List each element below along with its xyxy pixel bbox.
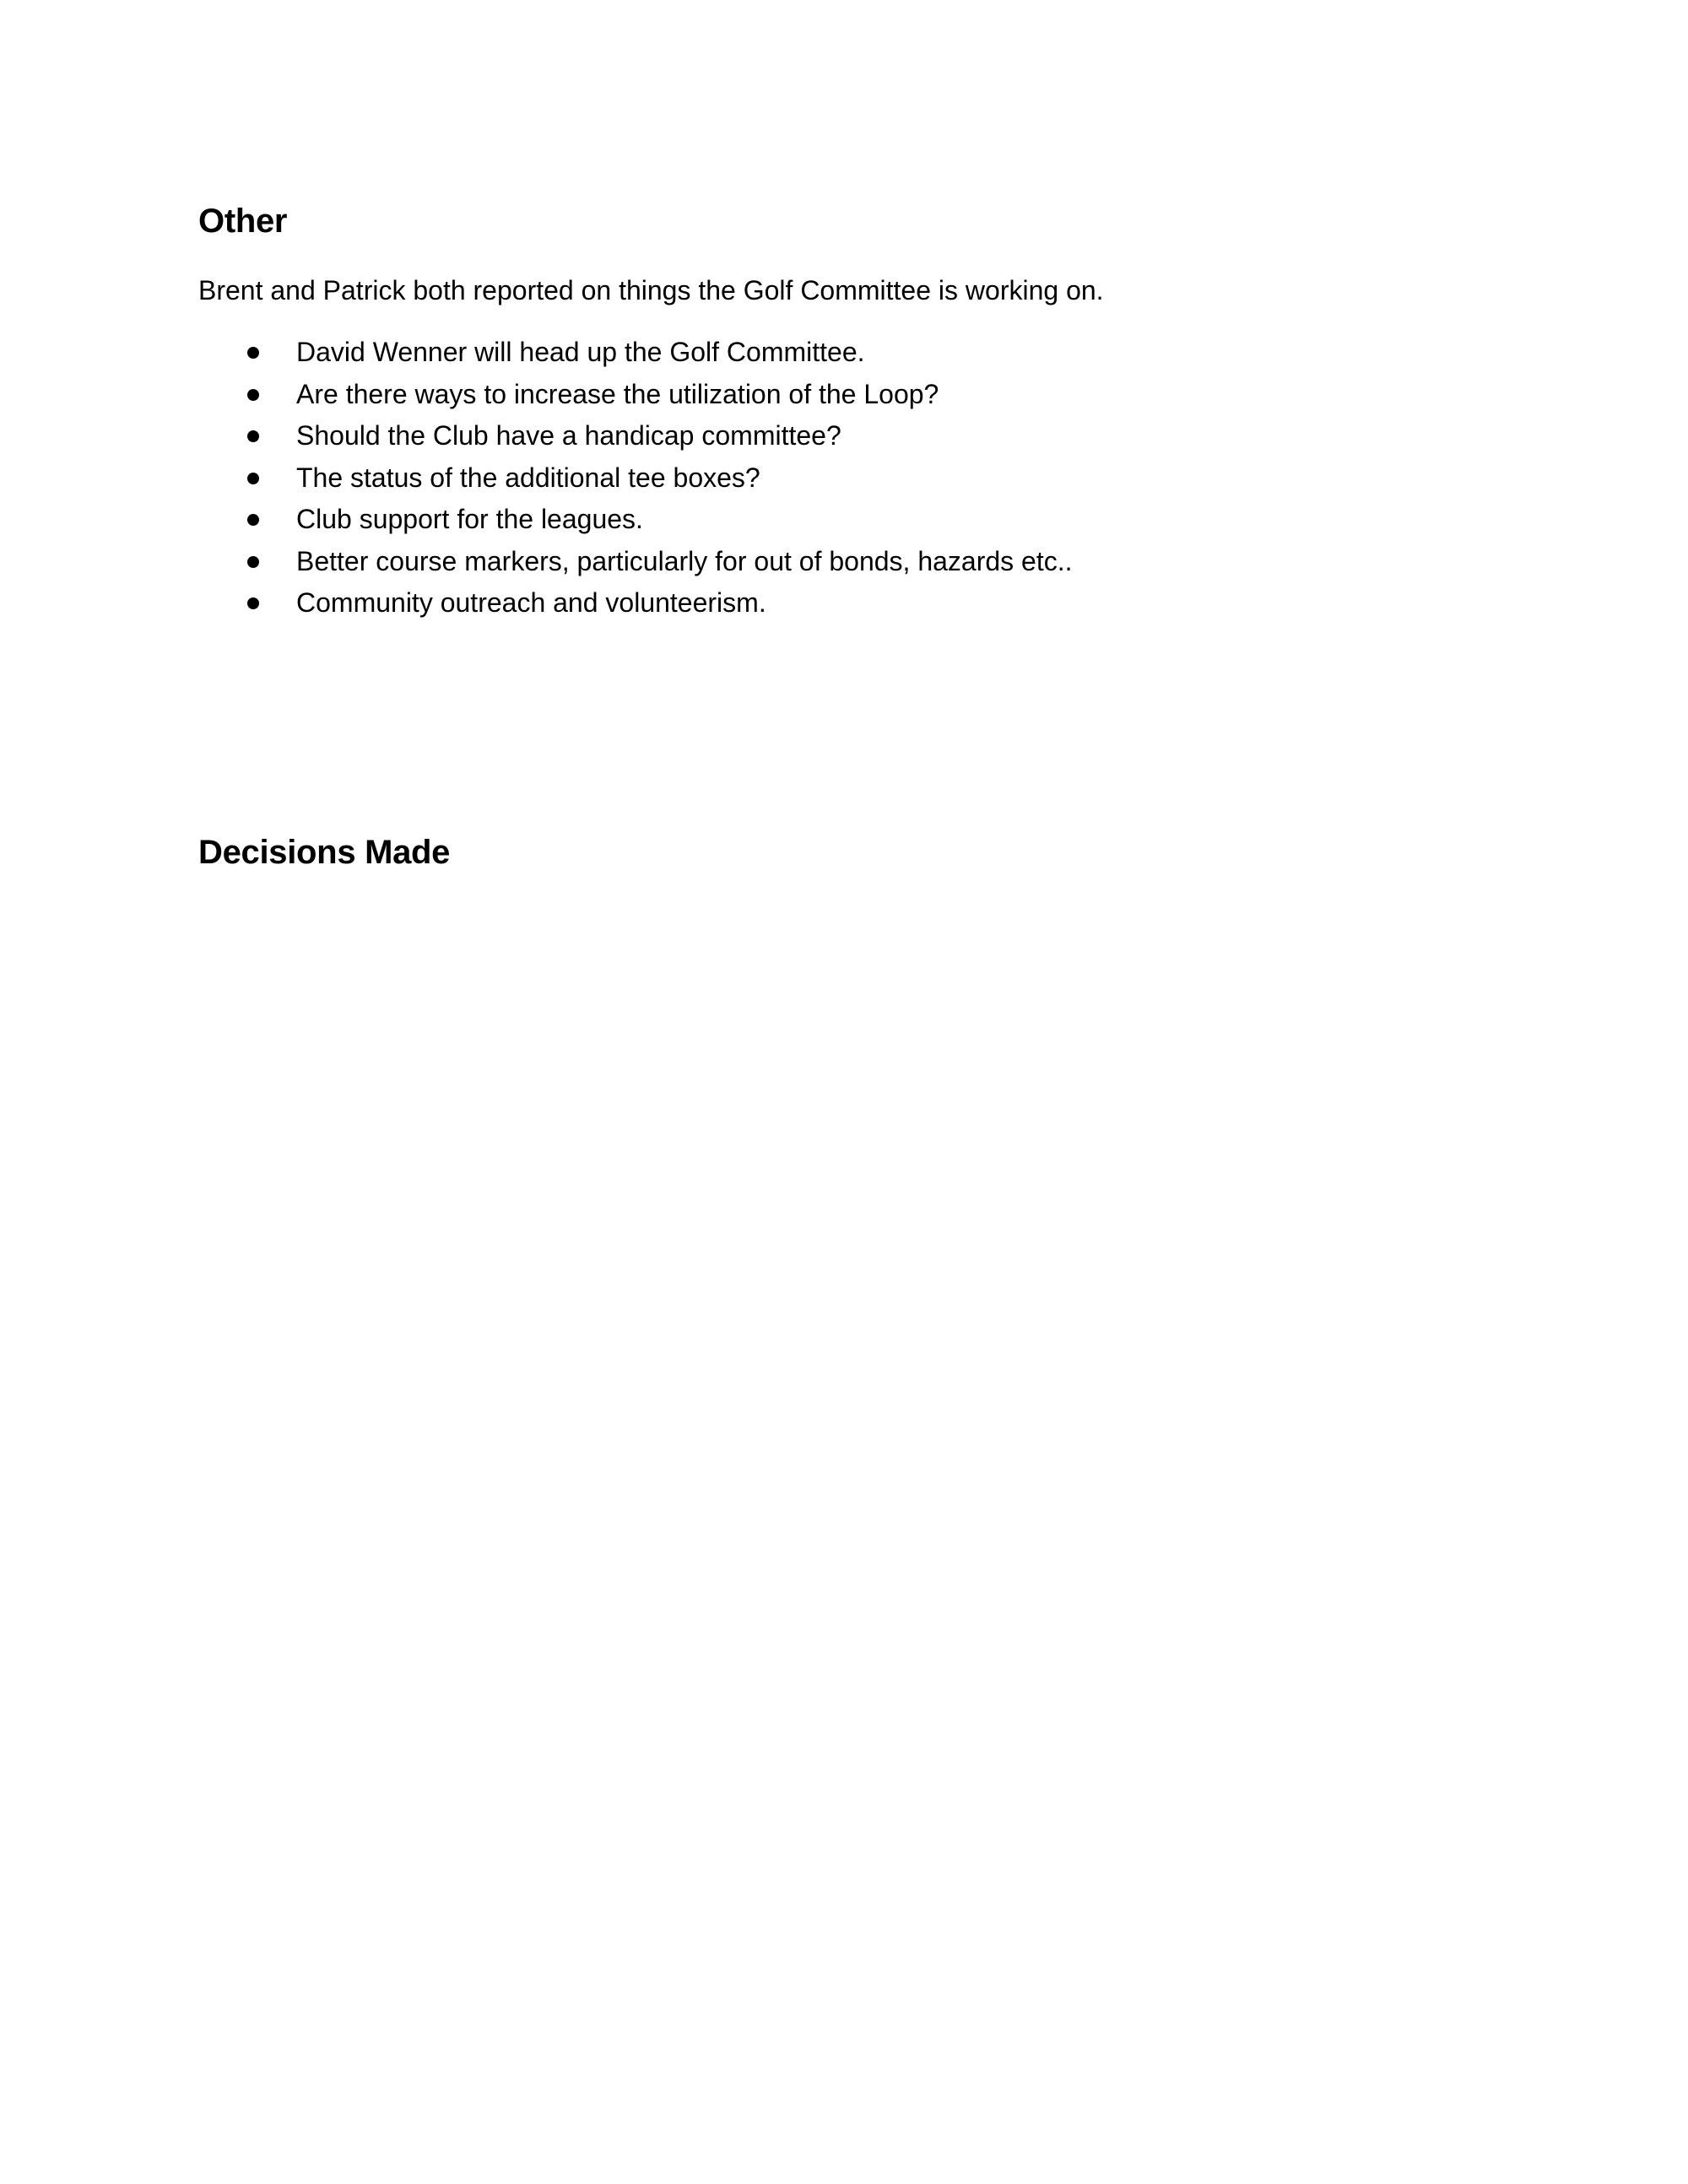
list-item-text: David Wenner will head up the Golf Committee. [296,337,865,367]
list-item-text: Are there ways to increase the utilization of the Loop? [296,378,939,409]
bullet-icon [247,514,259,526]
bullet-icon [247,430,259,442]
section-heading-decisions-made: Decisions Made [198,834,451,871]
section-heading-other: Other [198,203,288,240]
list-item-text: The status of the additional tee boxes? [296,462,760,493]
bullet-icon [247,556,259,568]
list-item-text: Better course markers, particularly for out of bonds, hazards etc.. [296,545,1073,576]
bullet-icon [247,597,259,609]
list-item-text: Community outreach and volunteerism. [296,587,766,618]
list-item-text: Club support for the leagues. [296,504,643,534]
section-intro-paragraph: Brent and Patrick both reported on things the Golf Committee is working on. [198,275,1104,305]
bullet-icon [247,473,259,484]
list-item-text: Should the Club have a handicap committee? [296,420,841,451]
bullet-icon [247,389,259,401]
bullet-icon [247,347,259,359]
